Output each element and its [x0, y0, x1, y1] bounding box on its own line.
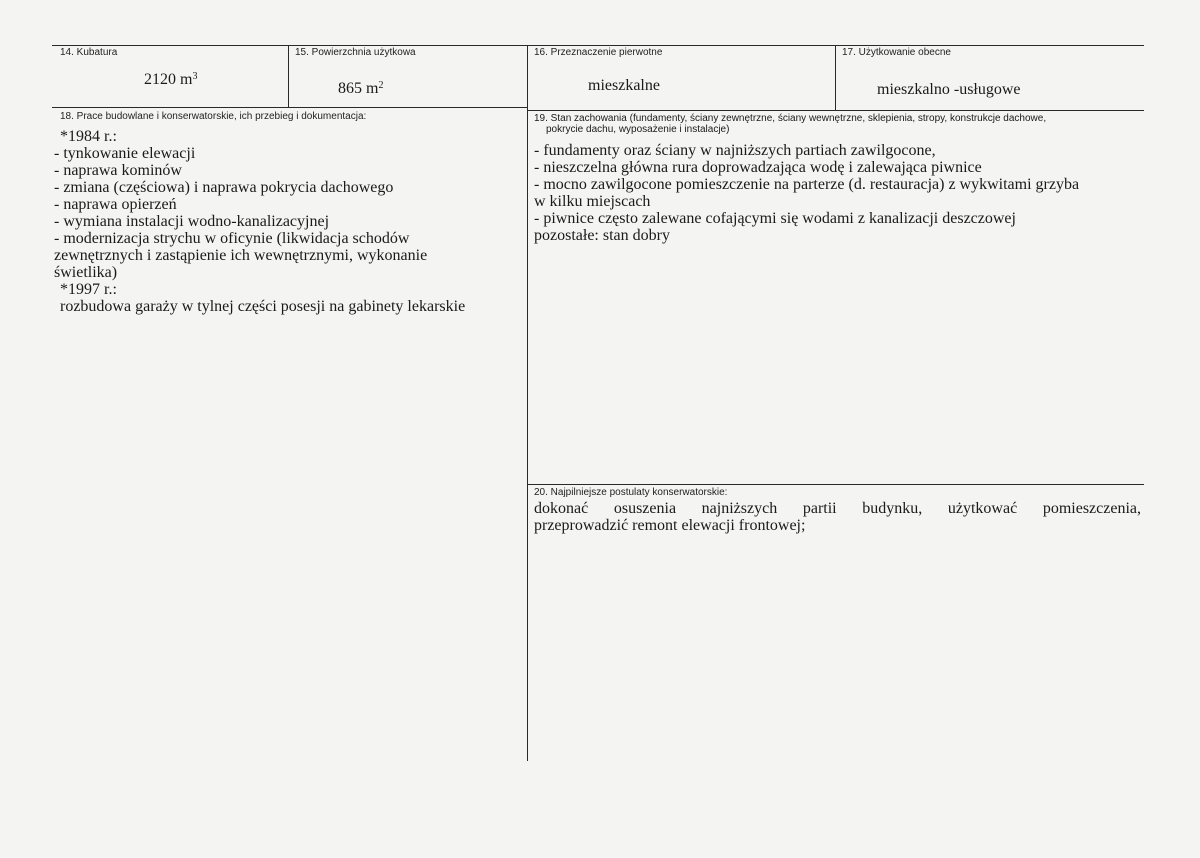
field18-line: *1984 r.:: [60, 128, 117, 145]
field20-line: przeprowadzić remont elewacji frontowej;: [534, 517, 806, 534]
divider-14-15: [288, 45, 289, 107]
field20-line: dokonać osuszenia najniższych partii budynku, użytkować pomieszczenia,: [534, 500, 1141, 517]
field16-value: mieszkalne: [588, 77, 660, 94]
field18-line: - naprawa kominów: [54, 162, 182, 179]
field18-label: 18. Prace budowlane i konserwatorskie, ich przebieg i dokumentacja:: [60, 111, 367, 122]
top-border-line: [52, 45, 1144, 46]
field19-content: [534, 142, 1079, 244]
row1-bottom-line: [52, 107, 527, 108]
field19-line: - fundamenty oraz ściany w najniższych partiach zawilgocone,: [534, 142, 936, 159]
field19-line: pozostałe: stan dobry: [534, 227, 670, 244]
field20-top-line: [527, 484, 1144, 485]
main-vertical-divider: [527, 45, 528, 761]
field19-line: - piwnice często zalewane cofającymi się wodami z kanalizacji deszczowej: [534, 210, 1016, 227]
field18-line: rozbudowa garaży w tylnej części posesji na gabinety lekarskie: [60, 298, 466, 315]
divider-16-17: [835, 45, 836, 110]
field18-line: - naprawa opierzeń: [54, 196, 177, 213]
field20-label: 20. Najpilniejsze postulaty konserwatorskie:: [534, 487, 728, 498]
field18-line: zewnętrznych i zastąpienie ich wewnętrznymi, wykonanie: [54, 247, 428, 264]
field19-label-line: pokrycie dachu, wyposażenie i instalacje): [546, 124, 730, 135]
field18-line: - modernizacja strychu w oficynie (likwidacja schodów: [54, 230, 410, 247]
field15-value: [338, 80, 383, 98]
field19-line: w kilku miejscach: [534, 193, 651, 210]
field18-line: świetlika): [54, 264, 118, 281]
field19-label: [534, 113, 1046, 135]
field18-line: *1997 r.:: [60, 281, 117, 298]
field19-line: - mocno zawilgocone pomieszczenie na parterze (d. restauracja) z wykwitami grzyba: [534, 176, 1080, 193]
field14-value: [144, 71, 197, 89]
row1-right-bottom-line: [527, 110, 1144, 111]
field17-label: 17. Użytkowanie obecne: [842, 47, 951, 58]
field20-content: [534, 500, 1141, 534]
field15-label: 15. Powierzchnia użytkowa: [295, 47, 416, 58]
field15-unit-exponent: 2: [378, 80, 384, 91]
field16-label: 16. Przeznaczenie pierwotne: [534, 47, 663, 58]
field18-content: [54, 128, 465, 315]
field19-label-line: 19. Stan zachowania (fundamenty, ściany zewnętrzne, ściany wewnętrzne, sklepienia, stropy, konstrukcje dachowe,: [534, 113, 1047, 124]
field14-number: 2120 m: [144, 71, 193, 88]
field19-line: - nieszczelna główna rura doprowadzająca wodę i zalewająca piwnice: [534, 159, 982, 176]
field15-number: 865 m: [338, 80, 379, 97]
field18-line: - wymiana instalacji wodno-kanalizacyjnej: [54, 213, 330, 230]
field14-label: 14. Kubatura: [60, 47, 118, 58]
field18-line: - zmiana (częściowa) i naprawa pokrycia dachowego: [54, 179, 394, 196]
field14-unit-exponent: 3: [192, 71, 198, 82]
field17-value: mieszkalno -usługowe: [877, 81, 1021, 98]
field18-line: - tynkowanie elewacji: [54, 145, 196, 162]
